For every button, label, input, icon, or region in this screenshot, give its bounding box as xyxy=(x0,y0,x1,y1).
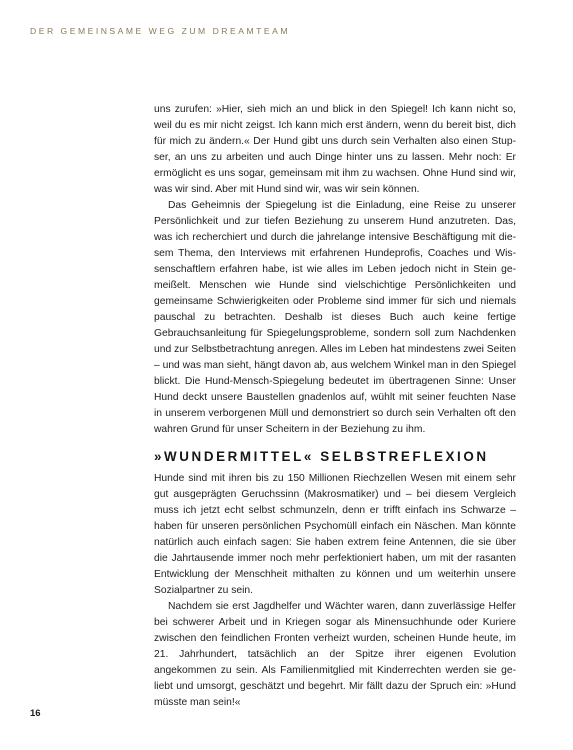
paragraph: uns zurufen: »Hier, sieh mich an und blick in den Spiegel! Ich kann nicht so, weil du es mir nicht zeigst. Ich kann mich erst ändern, wenn du bereit bist, dich für mich zu ändern.« Der Hund gibt uns durch sein Verhalten also einen Stupser, an uns zu arbeiten und auch Dinge hinter uns zu lassen. Mehr noch: Er ermöglicht es uns sogar, gemeinsam mit ihm zu wachsen. Ohne Hund sind wir, was wir sind. Aber mit Hund sind wir, was wir sein können. xyxy=(154,104,516,195)
paragraph: Das Geheimnis der Spiegelung ist die Einladung, eine Reise zu unserer Persönlichkeit und zur tiefen Beziehung zu unserem Hund anzutreten. Das, was ich recherchiert und durch die jahrelange intensive Beschäftigung mit diesem Thema, den Interviews mit erfahrenen Hundeprofis, Coaches und Wissenschaftlern erfahren habe, ist wie alles im Leben jedoch nicht in Stein gemeißelt. Menschen wie Hunde sind vielschichtige Persönlichkeiten und gemeinsame Schwierigkeiten oder Probleme sind immer für sich und niemals pauschal zu betrachten. Deshalb ist dieses Buch auch keine fertige Gebrauchsanleitung für Spiegelungsprobleme, sondern soll zum Nachdenken und zur Selbstbetrachtung anregen. Alles im Leben hat mindestens zwei Seiten – und was man sieht, hängt davon ab, aus welchem Winkel man in den Spiegel blickt. Die Hund-Mensch-Spiegelung bedeutet im übertragenen Sinne: Unser Hund deckt unsere Baustellen gnadenlos auf, wühlt mit seiner feuchten Nase in unserem verborgenen Müll und demonstriert so durch sein Verhalten oft den wahren Grund für unser Scheitern in der Beziehung zu ihm. xyxy=(154,200,516,435)
paragraph: Hunde sind mit ihren bis zu 150 Millionen Riechzellen Wesen mit einem sehr gut ausgeprägten Geruchssinn (Makrosmatiker) und – bei diesem Vergleich muss ich jetzt echt selbst schmunzeln, denn er trifft einfach ins Schwarze – haben für unseren persönlichen Psychomüll einfach ein Näschen. Man könnte natürlich auch einfach sagen: Sie haben extrem feine Antennen, die sie über die Jahrtausende immer noch mehr perfektioniert haben, um mit der rasanten Entwicklung der Menschheit mithalten zu können und um weiterhin unsere Sozialpartner zu sein. xyxy=(154,473,516,596)
page-number: 16 xyxy=(30,708,41,719)
running-head: DER GEMEINSAME WEG ZUM DREAMTEAM xyxy=(30,26,290,36)
body-text xyxy=(154,102,516,711)
section-heading: »WUNDERMITTEL« SELBSTREFLEXION xyxy=(154,449,489,464)
paragraph: Nachdem sie erst Jagdhelfer und Wächter waren, dann zuverlässige Helfer bei schwerer Arbeit und in Kriegen sogar als Minensuchhunde oder Kuriere zwischen den feindlichen Fronten verheizt wurden, scheinen Hunde heute, im 21. Jahrhundert, tatsächlich an der Spitze ihrer eigenen Evolution angekommen zu sein. Als Familienmitglied mit Kinderrechten werden sie geliebt und umsorgt, geschätzt und begehrt. Mir fällt dazu der Spruch ein: »Hund müsste man sein!« xyxy=(154,601,516,708)
